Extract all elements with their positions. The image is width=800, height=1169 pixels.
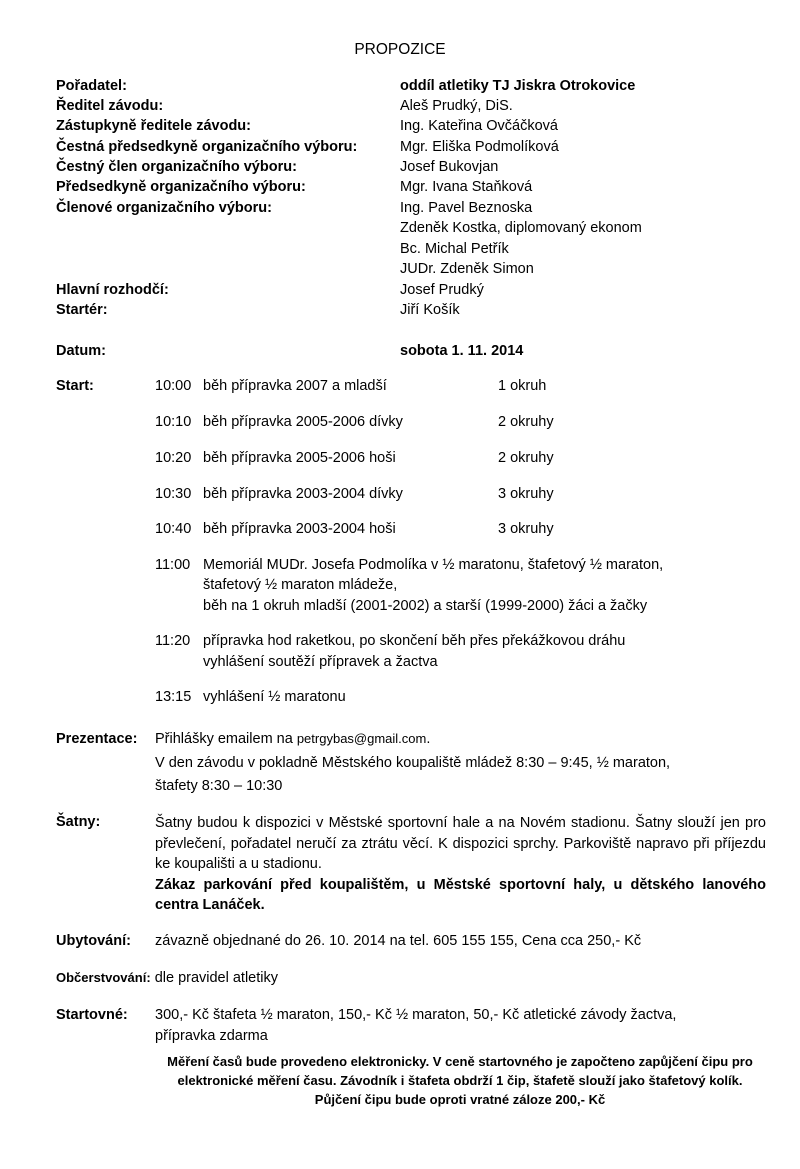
- org-value-reditel: Aleš Prudký, DiS.: [400, 98, 513, 114]
- org-label-predsedkyne: Předsedkyně organizačního výboru:: [56, 179, 306, 195]
- memorial-line-2: štafetový ½ maraton mládeže,: [203, 577, 398, 593]
- org-value-clen-3: Bc. Michal Petřík: [400, 241, 509, 257]
- org-label-zastupkyne: Zástupkyně ředitele závodu:: [56, 118, 251, 134]
- start-event: běh přípravka 2005-2006 hoši: [203, 450, 396, 466]
- start-label: Start:: [56, 378, 94, 394]
- memorial-line-3: běh na 1 okruh mladší (2001-2002) a starší (1999-2000) žáci a žačky: [203, 598, 648, 614]
- org-label-reditel: Ředitel závodu:: [56, 98, 164, 114]
- prezentace-line-2: V den závodu v pokladně Městského koupaliště mládež 8:30 – 9:45, ½ maraton,: [155, 755, 671, 771]
- obcerstveni-label: Občerstvování:: [56, 970, 151, 985]
- org-value-clen-4: JUDr. Zdeněk Simon: [400, 261, 534, 277]
- raketka-line-1: přípravka hod raketkou, po skončení běh přes překážkovou dráhu: [203, 633, 626, 649]
- prezentace-suffix: .: [426, 731, 431, 747]
- start-laps: 2 okruhy: [498, 414, 554, 430]
- start-event: běh přípravka 2005-2006 dívky: [203, 414, 403, 430]
- org-value-cestny-clen: Josef Bukovjan: [400, 159, 499, 175]
- org-value-poradatel: oddíl atletiky TJ Jiskra Otrokovice: [400, 78, 636, 94]
- satny-text: [155, 813, 766, 916]
- start-laps: 2 okruhy: [498, 450, 554, 466]
- startovne-line-1: 300,- Kč štafeta ½ maraton, 150,- Kč ½ maraton, 50,- Kč atletické závody žactva,: [155, 1007, 677, 1023]
- org-value-hlavni-rozhodci: Josef Prudký: [400, 282, 484, 298]
- obcerstveni-text: dle pravidel atletiky: [154, 970, 279, 986]
- start-laps: 3 okruhy: [498, 521, 554, 537]
- memorial-line-1: Memoriál MUDr. Josefa Podmolíka v ½ maratonu, štafetový ½ maraton,: [203, 557, 664, 573]
- org-value-clen-1: Ing. Pavel Beznoska: [400, 200, 533, 216]
- prezentace-line-1: [155, 731, 430, 747]
- startovne-chip-deposit: Půjčení čipu bude oproti vratné záloze 200,- Kč: [314, 1092, 606, 1107]
- start-time: 10:30: [155, 486, 192, 502]
- org-label-clenove: Členové organizačního výboru:: [56, 200, 272, 216]
- org-label-cestny-clen: Čestný člen organizačního výboru:: [56, 159, 297, 175]
- org-label-cestna-predsedkyne: Čestná předsedkyně organizačního výboru:: [56, 139, 358, 155]
- org-label-hlavni-rozhodci: Hlavní rozhodčí:: [56, 282, 169, 298]
- start-time: 10:10: [155, 414, 192, 430]
- prezentace-label: Prezentace:: [56, 731, 138, 747]
- satny-paragraph: Šatny budou k dispozici v Městské sportovní hale a na Novém stadionu. Šatny slouží jen pro převlečení, pořadatel neručí za ztrátu věcí. K dispozici sprchy. Parkoviště napravo při příjezdu ke koupališti a u stadionu.: [155, 815, 766, 872]
- ubytovani-text: závazně objednané do 26. 10. 2014 na tel. 605 155 155, Cena cca 250,- Kč: [155, 933, 642, 949]
- ubytovani-label: Ubytování:: [56, 933, 131, 949]
- org-value-zastupkyne: Ing. Kateřina Ovčáčková: [400, 118, 558, 134]
- page-title: PROPOZICE: [354, 41, 446, 58]
- start-time: 10:20: [155, 450, 192, 466]
- start-laps: 1 okruh: [498, 378, 547, 394]
- start-time: 10:40: [155, 521, 192, 537]
- obcerstveni-row: [56, 970, 278, 986]
- prezentace-line-3: štafety 8:30 – 10:30: [155, 778, 283, 794]
- memorial-time: 11:00: [155, 557, 191, 573]
- startovne-label: Startovné:: [56, 1007, 128, 1023]
- raketka-time: 11:20: [155, 633, 191, 649]
- startovne-line-2: přípravka zdarma: [155, 1028, 268, 1044]
- date-value: sobota 1. 11. 2014: [400, 343, 524, 359]
- start-time: 10:00: [155, 378, 192, 394]
- org-label-starter: Startér:: [56, 302, 108, 318]
- satny-parking-warning: Zákaz parkování před koupalištěm, u Městské sportovní haly, u dětského lanového centra Lanáček.: [155, 876, 766, 913]
- org-value-predsedkyne: Mgr. Ivana Staňková: [400, 179, 533, 195]
- org-value-starter: Jiří Košík: [400, 302, 460, 318]
- vyhlaseni-text: vyhlášení ½ maratonu: [203, 689, 346, 705]
- vyhlaseni-time: 13:15: [155, 689, 192, 705]
- start-event: běh přípravka 2003-2004 dívky: [203, 486, 403, 502]
- date-label: Datum:: [56, 343, 106, 359]
- org-label-poradatel: Pořadatel:: [56, 78, 127, 94]
- raketka-line-2: vyhlášení soutěží přípravek a žactva: [203, 654, 438, 670]
- startovne-chip-note: Měření časů bude provedeno elektronicky. V ceně startovného je započteno zapůjčení čipu pro elektronické měření času. Závodník i štafeta obdrží 1 čip, štafetě slouží jako štafetový kolík.: [167, 1054, 753, 1088]
- org-value-cestna-predsedkyne: Mgr. Eliška Podmolíková: [400, 139, 559, 155]
- start-event: běh přípravka 2003-2004 hoši: [203, 521, 396, 537]
- satny-label: Šatny:: [56, 814, 101, 830]
- start-event: běh přípravka 2007 a mladší: [203, 378, 387, 394]
- start-laps: 3 okruhy: [498, 486, 554, 502]
- org-value-clen-2: Zdeněk Kostka, diplomovaný ekonom: [400, 220, 642, 236]
- prezentace-email-link[interactable]: petrgybas@gmail.com: [296, 731, 427, 746]
- prezentace-prefix: Přihlášky emailem na: [155, 731, 297, 747]
